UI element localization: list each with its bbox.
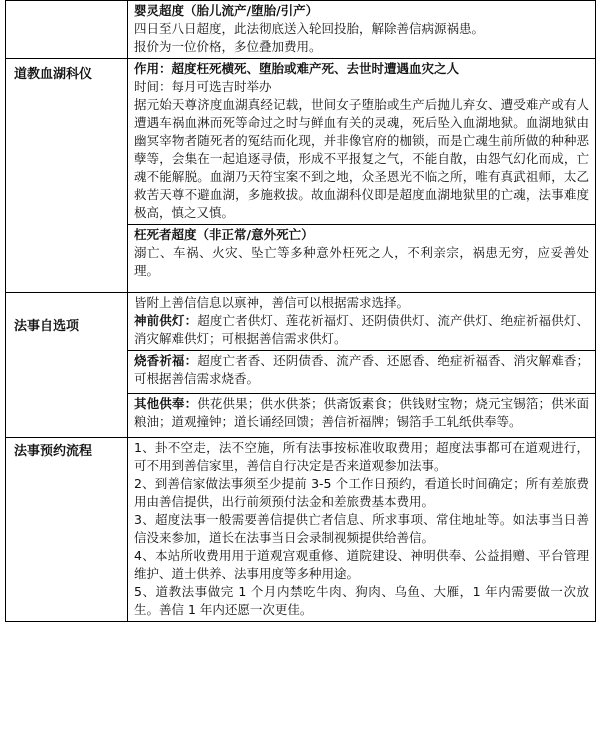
process-item-5: 5、道教法事做完 1 个月内禁吃牛肉、狗肉、乌鱼、大雁，1 年内需要做一次放生。善信 1 年内还愿一次更佳。 — [134, 584, 589, 617]
process-content — [128, 438, 596, 622]
offerings-paragraph — [134, 395, 589, 431]
row-process — [6, 438, 596, 622]
process-label: 法事预约流程 — [14, 444, 93, 459]
options-content — [128, 293, 596, 438]
wrongful-death-heading: 枉死者超度（非正常/意外死亡） — [134, 227, 314, 242]
lamps-text: 超度亡者供灯、莲花祈福灯、还阴债供灯、流产供灯、绝症祈福供灯、消灾解难供灯；可根据善信需求供灯。 — [134, 313, 589, 346]
ritual-info-table — [5, 0, 596, 622]
label-cell-empty — [6, 1, 128, 59]
infant-line2: 报价为一位价格，多位叠加费用。 — [134, 39, 322, 54]
offerings-text: 供花供果；供水供茶；供斋饭素食；供钱财宝物；烧元宝锡箔；供米面粮油；道观撞钟；道长诵经回馈；善信祈福牌；锡箔手工轧纸供奉等。 — [134, 396, 589, 429]
label-cell — [6, 59, 128, 293]
blood-lake-label: 道教血湖科仪 — [14, 67, 93, 82]
process-item-1: 1、卦不空走，法不空施，所有法事按标准收取费用；超度法事都可在道观进行，可不用到善信家里，善信自行决定是否来道观参加法事。 — [134, 440, 589, 473]
blood-lake-time: 时间：每月可选吉时举办 — [134, 79, 272, 94]
blood-lake-content — [128, 59, 596, 293]
lamps-paragraph — [134, 312, 589, 348]
blood-lake-description: 据元始天尊济度血湖真经记载，世间女子堕胎或生产后抛儿弃女、遭受难产或有人遭遇车祸血淋而死等命过之时与鲜血有关的灵魂，死后坠入血湖地狱。血湖地狱由幽冥宰物者随死者的冤结而化现，并非像官府的枷锁，而是亡魂生前所做的种种恶孽等，会集在一起追逐寻债，形成不平报复之气，不能自散，由怨气幻化而成，亡魂不能解脱。血湖乃天符宝案不到之地，众圣恩光不临之所，唯有真武祖师，太乙救苦天尊不避血湖，多施救拔。故血湖科仪即是超度血湖地狱里的亡魂，法事难度极高，慎之又慎。 — [134, 97, 589, 220]
incense-paragraph — [134, 352, 589, 388]
blood-lake-heading: 作用：超度枉死横死、堕胎或难产死、去世时遭遇血灾之人 — [134, 61, 460, 76]
process-item-3: 3、超度法事一般需要善信提供亡者信息、所求事项、常住地址等。如法事当日善信没来参加，道长在法事当日会录制视频提供给善信。 — [134, 512, 589, 545]
process-item-2: 2、到善信家做法事须至少提前 3-5 个工作日预约，看道长时间确定；所有差旅费用由善信提供，出行前须预付法金和差旅费基本费用。 — [134, 476, 589, 509]
incense-text: 超度亡者香、还阴债香、流产香、还愿香、绝症祈福香、消灾解难香；可根据善信需求烧香。 — [134, 353, 589, 386]
infant-heading: 婴灵超度（胎儿流产/堕胎/引产） — [134, 3, 319, 18]
process-item-4: 4、本站所收费用用于道观宫观重修、道院建设、神明供奉、公益捐赠、平台管理维护、道士供养、法事用度等多种用途。 — [134, 548, 589, 581]
offerings-title: 其他供奉： — [134, 396, 198, 411]
infant-content — [128, 1, 596, 59]
lamps-title: 神前供灯： — [134, 313, 198, 328]
options-intro: 皆附上善信信息以禀神，善信可以根据需求选择。 — [134, 295, 410, 310]
options-label: 法事自选项 — [14, 319, 80, 334]
infant-line1: 四日至八日超度，此法彻底送入轮回投胎，解除善信病源祸患。 — [134, 21, 485, 36]
label-cell — [6, 438, 128, 622]
wrongful-death-description: 溺亡、车祸、火灾、坠亡等多种意外枉死之人，不利亲宗，祸患无穷，应妥善处理。 — [134, 245, 589, 278]
row-options — [6, 293, 596, 438]
label-cell — [6, 293, 128, 438]
row-blood-lake — [6, 59, 596, 293]
row-infant — [6, 1, 596, 59]
incense-title: 烧香祈福： — [134, 353, 198, 368]
